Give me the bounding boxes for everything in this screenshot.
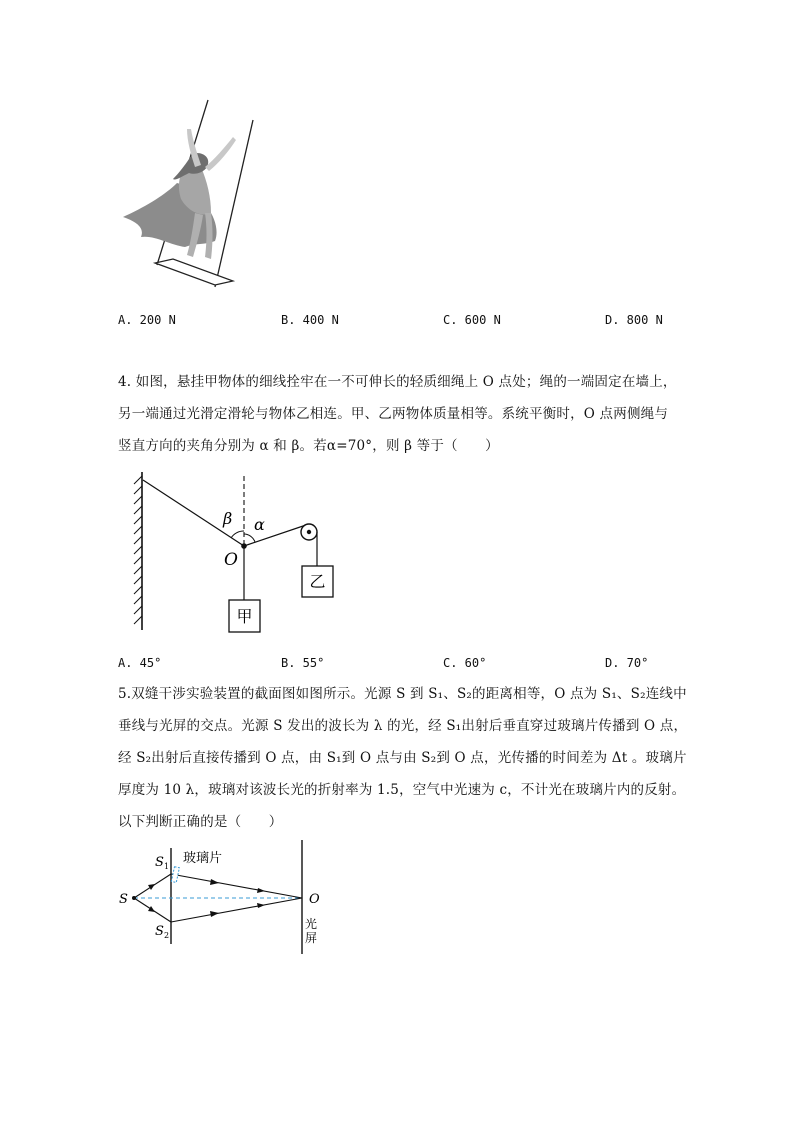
question-5-text — [118, 678, 688, 838]
q5-line-2: 垂线与光屏的交点。光源 S 发出的波长为 λ 的光，经 S₁出射后垂直穿过玻璃片传播到 O 点， — [118, 718, 688, 734]
s2-label: S — [155, 924, 164, 939]
q4-option-d[interactable]: D. 70° — [605, 656, 649, 670]
glass-label: 玻璃片 — [183, 851, 223, 866]
s-label: S — [119, 892, 128, 907]
s2-subscript: 2 — [164, 931, 170, 940]
beta-arc — [231, 531, 244, 538]
q4-pulley-diagram — [125, 468, 355, 638]
q3-option-d[interactable]: D. 800 N — [605, 313, 663, 327]
q3-option-b[interactable]: B. 400 N — [281, 313, 339, 327]
o-label-q5: O — [309, 892, 320, 907]
q4-line-1: 4. 如图，悬挂甲物体的细线拴牢在一不可伸长的轻质细绳上 O 点处；绳的一端固定在墙上， — [118, 374, 677, 390]
q4-option-b[interactable]: B. 55° — [281, 656, 325, 670]
yi-label: 乙 — [309, 572, 326, 591]
q3-option-a[interactable]: A. 200 N — [118, 313, 176, 327]
s1-subscript: 1 — [164, 862, 170, 871]
q5-line-3: 经 S₂出射后直接传播到 O 点，由 S₁到 O 点与由 S₂到 O 点，光传播的时间差为 Δt 。玻璃片 — [118, 750, 687, 766]
q4-line-2: 另一端通过光滑定滑轮与物体乙相连。甲、乙两物体质量相等。系统平衡时，O 点两侧绳与 — [118, 406, 669, 422]
q5-line-4: 厚度为 10 λ，玻璃对该波长光的折射率为 1.5，空气中光速为 c，不计光在玻璃片内的反射。 — [118, 782, 686, 798]
question-4-text — [118, 366, 678, 462]
q3-option-c[interactable]: C. 600 N — [443, 313, 501, 327]
q5-line-1: 5.双缝干涉实验装置的截面图如图所示。光源 S 到 S₁、S₂的距离相等，O 点为 S₁、S₂连线中 — [118, 686, 687, 702]
screen-label-2: 屏 — [305, 931, 318, 945]
q4-option-c[interactable]: C. 60° — [443, 656, 487, 670]
q4-option-a[interactable]: A. 45° — [118, 656, 162, 670]
s1-label: S — [155, 855, 164, 870]
q4-line-3: 竖直方向的夹角分别为 α 和 β。若α=70°，则 β 等于（ ） — [118, 438, 499, 454]
jia-label: 甲 — [236, 607, 253, 626]
beta-label: β — [223, 509, 233, 528]
q5-double-slit-diagram — [115, 838, 335, 958]
wall-hatching — [134, 476, 142, 624]
alpha-arc — [244, 534, 255, 542]
swing-girl-illustration — [115, 95, 275, 295]
screen-label-1: 光 — [305, 917, 318, 931]
o-label: O — [224, 550, 238, 570]
q5-line-5: 以下判断正确的是（ ） — [118, 814, 283, 830]
glass-plate — [171, 867, 179, 883]
alpha-label: α — [254, 515, 265, 534]
